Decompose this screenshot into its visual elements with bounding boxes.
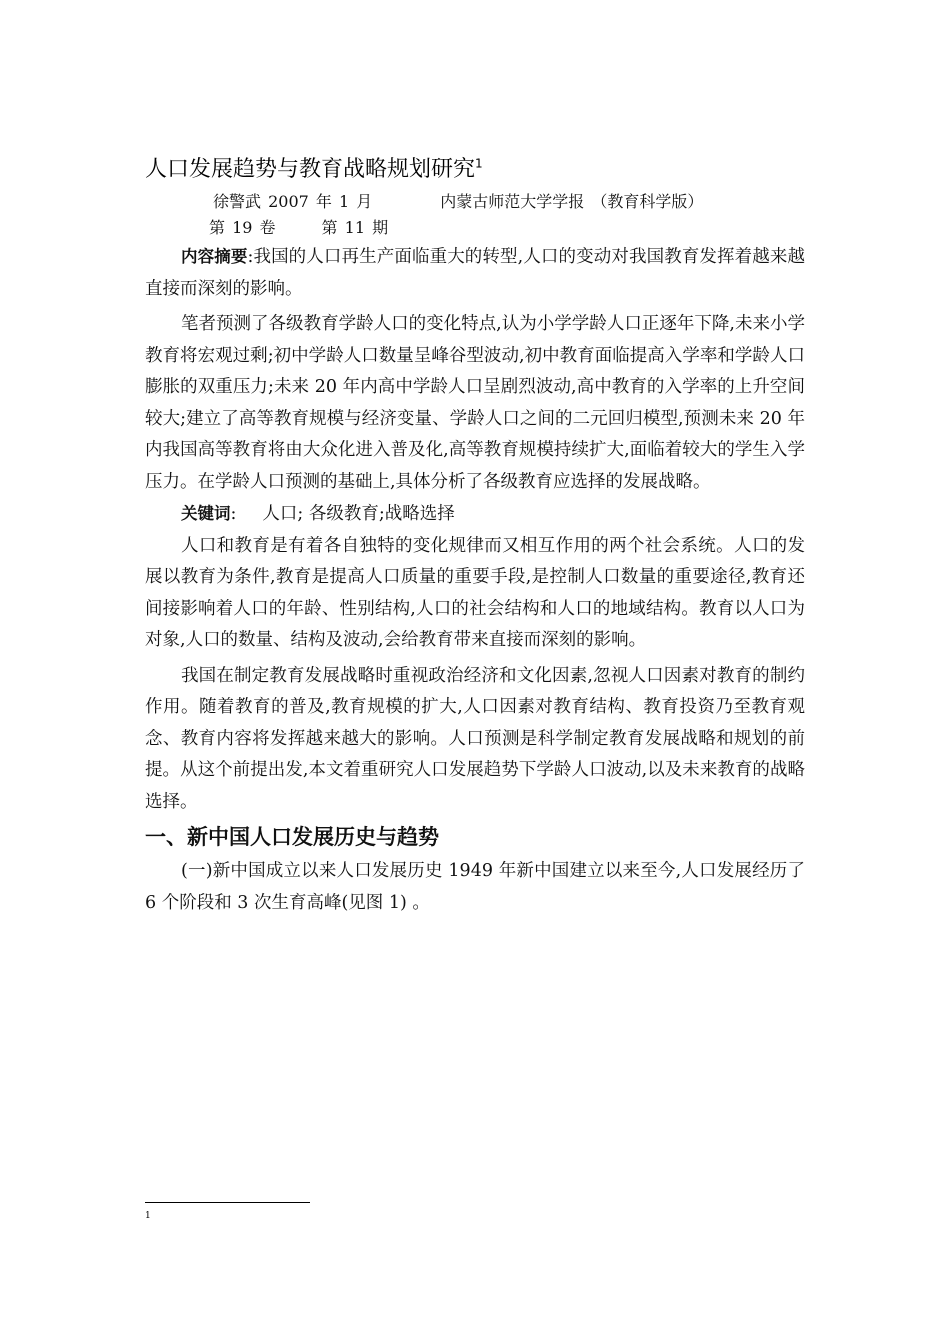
keywords-line [145,498,805,531]
keywords-label: 关键词 [181,504,231,523]
abstract-paragraph-1 [145,241,805,305]
body-paragraph-1: 人口和教育是有着各自独特的变化规律而又相互作用的两个社会系统。人口的发展以教育为条件,教育是提高人口质量的重要手段,是控制人口数量的重要途径,教育还间接影响着人口的年龄、性别结构,人口的社会结构和人口的地域结构。教育以人口为对象,人口的数量、结构及波动,会给教育带来直接而深刻的影响。 [145,535,805,650]
abstract-label: 内容摘要 [181,247,248,266]
footnote-divider [145,1202,310,1203]
citation-line [145,189,805,241]
paper-title-text: 人口发展趋势与教育战略规划研究 [145,157,476,182]
keywords-colon: : [230,504,237,524]
section-1-paragraph-1: (一)新中国成立以来人口发展历史 1949 年新中国建立以来至今,人口发展经历了 6 个阶段和 3 次生育高峰(见图 1) 。 [145,861,805,913]
section-heading-1: 一、新中国人口发展历史与趋势 [145,825,439,849]
abstract-paragraph-2: 笔者预测了各级教育学龄人口的变化特点,认为小学学龄人口正逐年下降,未来小学教育将宏观过剩;初中学龄人口数量呈峰谷型波动,初中教育面临提高入学率和学龄人口膨胀的双重压力;未来 20 年内高中学龄人口呈剧烈波动,高中教育的入学率的上升空间较大;建立了高等教育规模与经济变量、学龄人口之间的二元回归模型,预测未来 20 年内我国高等教育将由大众化进入普及化,高等教育规模持续扩大,面临着较大的学生入学压力。在学龄人口预测的基础上,具体分析了各级教育应选择的发展战略。 [145,314,805,492]
keywords-text: 人口; 各级教育;战略选择 [262,504,455,524]
paper-title [145,155,805,185]
title-footnote-mark: 1 [475,156,483,171]
journal-name: 内蒙古师范大学学报 （教育科学版） [440,192,704,211]
abstract-text-1: :我国的人口再生产面临重大的转型,人口的变动对我国教育发挥着越来越直接而深刻的影响。 [145,247,805,299]
issue: 第 11 期 [321,218,389,237]
author-date: 徐警武 2007 年 1 月 [213,192,373,211]
body-paragraph-2: 我国在制定教育发展战略时重视政治经济和文化因素,忽视人口因素对教育的制约作用。随着教育的普及,教育规模的扩大,人口因素对教育结构、教育投资乃至教育观念、教育内容将发挥越来越大的影响。人口预测是科学制定教育发展战略和规划的前提。从这个前提出发,本文着重研究人口发展趋势下学龄人口波动,以及未来教育的战略选择。 [145,665,805,812]
footnote-mark: 1 [145,1211,151,1221]
document-page [145,155,805,919]
volume: 第 19 卷 [209,218,276,237]
